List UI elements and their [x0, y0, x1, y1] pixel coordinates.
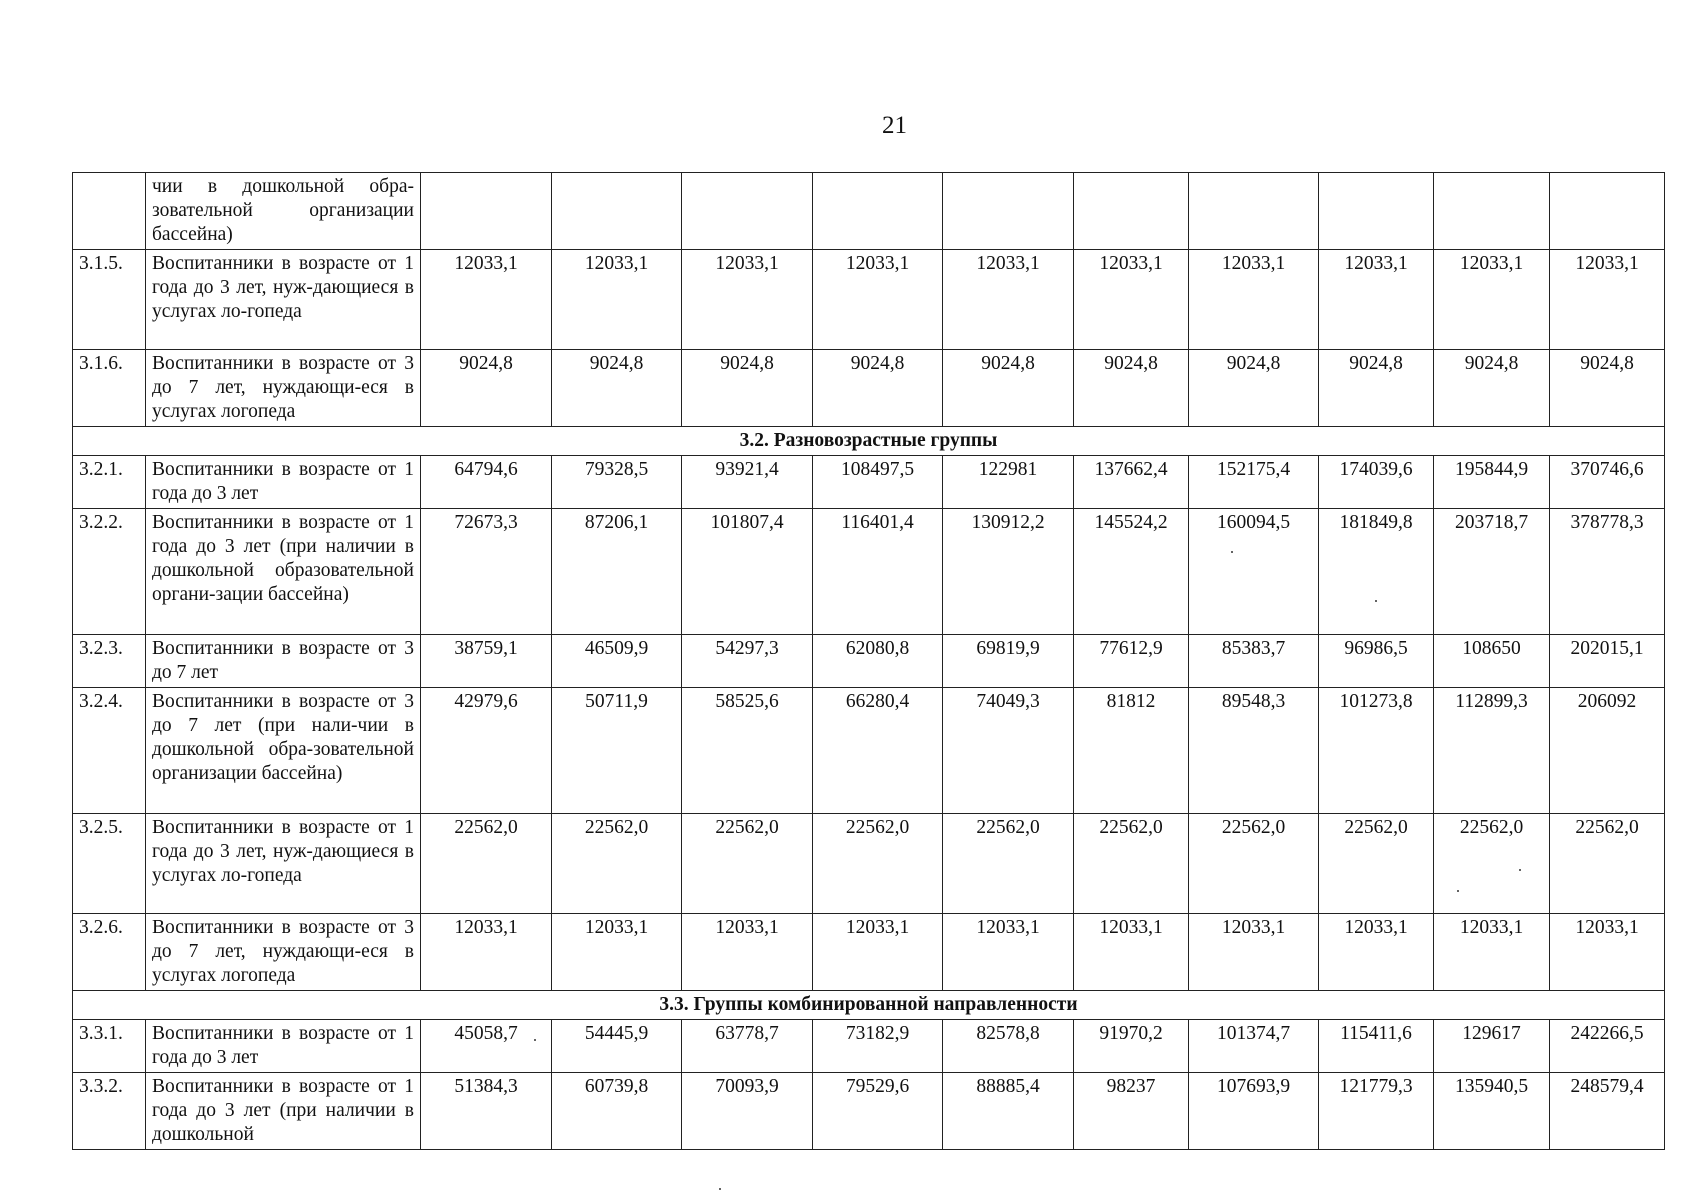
- value-cell: 79328,5: [552, 456, 682, 509]
- row-description: Воспитанники в возрасте от 1 года до 3 лет (при наличии в дошкольной образовательной органи-зации бассейна): [146, 509, 421, 635]
- value-cell: 9024,8: [1319, 350, 1434, 427]
- value-cell: 22562,0: [1434, 814, 1550, 914]
- row-description: Воспитанники в возрасте от 3 до 7 лет (при нали-чии в дошкольной обра-зовательной организации бассейна): [146, 688, 421, 814]
- section-title: 3.3. Группы комбинированной направленности: [73, 991, 1665, 1020]
- value-cell: 12033,1: [1189, 914, 1319, 991]
- value-cell: 22562,0: [1074, 814, 1189, 914]
- value-cell: 12033,1: [1319, 914, 1434, 991]
- row-number: 3.2.6.: [73, 914, 146, 991]
- value-cell: 22562,0: [682, 814, 813, 914]
- value-cell: 242266,5: [1550, 1020, 1665, 1073]
- value-cell: 370746,6: [1550, 456, 1665, 509]
- value-cell: 206092: [1550, 688, 1665, 814]
- row-description: Воспитанники в возрасте от 1 года до 3 лет: [146, 456, 421, 509]
- table-row: [73, 456, 1665, 509]
- value-cell: 202015,1: [1550, 635, 1665, 688]
- value-cell: 160094,5: [1189, 509, 1319, 635]
- value-cell: 12033,1: [1550, 250, 1665, 350]
- row-number: 3.1.5.: [73, 250, 146, 350]
- value-cell: 12033,1: [421, 914, 552, 991]
- value-cell: 9024,8: [813, 350, 943, 427]
- value-cell: 69819,9: [943, 635, 1074, 688]
- scan-speck: [1519, 869, 1521, 871]
- section-row: [73, 427, 1665, 456]
- section-row: [73, 991, 1665, 1020]
- value-cell: 9024,8: [1189, 350, 1319, 427]
- row-number: 3.2.1.: [73, 456, 146, 509]
- value-cell: 50711,9: [552, 688, 682, 814]
- value-cell: 12033,1: [552, 250, 682, 350]
- value-cell: 22562,0: [421, 814, 552, 914]
- value-cell: 91970,2: [1074, 1020, 1189, 1073]
- table-row: [73, 173, 1665, 250]
- value-cell: 60739,8: [552, 1073, 682, 1150]
- value-cell: 135940,5: [1434, 1073, 1550, 1150]
- value-cell: 129617: [1434, 1020, 1550, 1073]
- table-row: [73, 914, 1665, 991]
- row-number: 3.2.4.: [73, 688, 146, 814]
- section-title: 3.2. Разновозрастные группы: [73, 427, 1665, 456]
- value-cell: 107693,9: [1189, 1073, 1319, 1150]
- value-cell: 248579,4: [1550, 1073, 1665, 1150]
- table-row: [73, 635, 1665, 688]
- value-cell: 12033,1: [1434, 250, 1550, 350]
- table-row: [73, 509, 1665, 635]
- value-cell: 101807,4: [682, 509, 813, 635]
- row-description: Воспитанники в возрасте от 1 года до 3 лет: [146, 1020, 421, 1073]
- value-cell: [1434, 173, 1550, 250]
- value-cell: 22562,0: [813, 814, 943, 914]
- row-description: Воспитанники в возрасте от 1 года до 3 лет, нуж-дающиеся в услугах ло-гопеда: [146, 250, 421, 350]
- value-cell: 79529,6: [813, 1073, 943, 1150]
- value-cell: 62080,8: [813, 635, 943, 688]
- table-row: [73, 688, 1665, 814]
- value-cell: 70093,9: [682, 1073, 813, 1150]
- page-number: 21: [882, 112, 907, 139]
- value-cell: 9024,8: [421, 350, 552, 427]
- value-cell: 12033,1: [1550, 914, 1665, 991]
- value-cell: 64794,6: [421, 456, 552, 509]
- row-number: 3.3.2.: [73, 1073, 146, 1150]
- value-cell: 108497,5: [813, 456, 943, 509]
- value-cell: [1189, 173, 1319, 250]
- row-description: Воспитанники в возрасте от 3 до 7 лет, нуждающи-еся в услугах логопеда: [146, 914, 421, 991]
- row-number: 3.2.2.: [73, 509, 146, 635]
- value-cell: 89548,3: [1189, 688, 1319, 814]
- value-cell: 77612,9: [1074, 635, 1189, 688]
- value-cell: 42979,6: [421, 688, 552, 814]
- value-cell: 12033,1: [1434, 914, 1550, 991]
- value-cell: [421, 173, 552, 250]
- value-cell: 115411,6: [1319, 1020, 1434, 1073]
- value-cell: 12033,1: [682, 914, 813, 991]
- scan-speck: [1457, 890, 1459, 892]
- value-cell: 98237: [1074, 1073, 1189, 1150]
- value-cell: 12033,1: [1074, 914, 1189, 991]
- value-cell: 122981: [943, 456, 1074, 509]
- value-cell: 88885,4: [943, 1073, 1074, 1150]
- table-row: [73, 250, 1665, 350]
- value-cell: 72673,3: [421, 509, 552, 635]
- table-row: [73, 1073, 1665, 1150]
- value-cell: 45058,7: [421, 1020, 552, 1073]
- value-cell: 9024,8: [682, 350, 813, 427]
- table-row: [73, 1020, 1665, 1073]
- value-cell: 145524,2: [1074, 509, 1189, 635]
- value-cell: 96986,5: [1319, 635, 1434, 688]
- scan-speck: [1375, 600, 1377, 602]
- row-description: Воспитанники в возрасте от 3 до 7 лет: [146, 635, 421, 688]
- value-cell: 74049,3: [943, 688, 1074, 814]
- value-cell: 63778,7: [682, 1020, 813, 1073]
- value-cell: 181849,8: [1319, 509, 1434, 635]
- value-cell: 108650: [1434, 635, 1550, 688]
- value-cell: 73182,9: [813, 1020, 943, 1073]
- scan-speck: [719, 1188, 721, 1190]
- value-cell: 93921,4: [682, 456, 813, 509]
- value-cell: 81812: [1074, 688, 1189, 814]
- row-number: 3.3.1.: [73, 1020, 146, 1073]
- value-cell: 22562,0: [552, 814, 682, 914]
- value-cell: 12033,1: [813, 914, 943, 991]
- value-cell: 137662,4: [1074, 456, 1189, 509]
- value-cell: 12033,1: [682, 250, 813, 350]
- value-cell: 58525,6: [682, 688, 813, 814]
- value-cell: 22562,0: [1189, 814, 1319, 914]
- row-number: 3.2.3.: [73, 635, 146, 688]
- value-cell: [552, 173, 682, 250]
- value-cell: 195844,9: [1434, 456, 1550, 509]
- value-cell: 82578,8: [943, 1020, 1074, 1073]
- value-cell: 46509,9: [552, 635, 682, 688]
- value-cell: 130912,2: [943, 509, 1074, 635]
- value-cell: [682, 173, 813, 250]
- row-description: Воспитанники в возрасте от 1 года до 3 лет, нуж-дающиеся в услугах ло-гопеда: [146, 814, 421, 914]
- value-cell: 9024,8: [943, 350, 1074, 427]
- row-description: Воспитанники в возрасте от 3 до 7 лет, нуждающи-еся в услугах логопеда: [146, 350, 421, 427]
- row-description: Воспитанники в возрасте от 1 года до 3 лет (при наличии в дошкольной: [146, 1073, 421, 1150]
- row-number: 3.2.5.: [73, 814, 146, 914]
- value-cell: 378778,3: [1550, 509, 1665, 635]
- row-description: чии в дошкольной обра-зовательной организации бассейна): [146, 173, 421, 250]
- value-cell: 22562,0: [943, 814, 1074, 914]
- value-cell: 101374,7: [1189, 1020, 1319, 1073]
- value-cell: 12033,1: [1189, 250, 1319, 350]
- value-cell: 12033,1: [421, 250, 552, 350]
- value-cell: 54445,9: [552, 1020, 682, 1073]
- value-cell: 112899,3: [1434, 688, 1550, 814]
- row-number: [73, 173, 146, 250]
- value-cell: 22562,0: [1319, 814, 1434, 914]
- value-cell: 12033,1: [1319, 250, 1434, 350]
- table-body: [73, 173, 1665, 1150]
- scan-speck: [1231, 551, 1233, 553]
- value-cell: [1074, 173, 1189, 250]
- value-cell: 121779,3: [1319, 1073, 1434, 1150]
- value-cell: 9024,8: [1074, 350, 1189, 427]
- value-cell: 12033,1: [943, 914, 1074, 991]
- value-cell: 51384,3: [421, 1073, 552, 1150]
- value-cell: [1319, 173, 1434, 250]
- value-cell: 87206,1: [552, 509, 682, 635]
- value-cell: [813, 173, 943, 250]
- value-cell: [943, 173, 1074, 250]
- value-cell: 101273,8: [1319, 688, 1434, 814]
- value-cell: 116401,4: [813, 509, 943, 635]
- value-cell: [1550, 173, 1665, 250]
- value-cell: 9024,8: [552, 350, 682, 427]
- table-row: [73, 350, 1665, 427]
- value-cell: 22562,0: [1550, 814, 1665, 914]
- value-cell: 9024,8: [1434, 350, 1550, 427]
- row-number: 3.1.6.: [73, 350, 146, 427]
- value-cell: 174039,6: [1319, 456, 1434, 509]
- value-cell: 203718,7: [1434, 509, 1550, 635]
- value-cell: 12033,1: [943, 250, 1074, 350]
- tariff-table: [72, 172, 1665, 1150]
- value-cell: 9024,8: [1550, 350, 1665, 427]
- value-cell: 85383,7: [1189, 635, 1319, 688]
- value-cell: 12033,1: [552, 914, 682, 991]
- table-row: [73, 814, 1665, 914]
- value-cell: 38759,1: [421, 635, 552, 688]
- scan-speck: [534, 1039, 536, 1041]
- value-cell: 152175,4: [1189, 456, 1319, 509]
- value-cell: 12033,1: [1074, 250, 1189, 350]
- value-cell: 12033,1: [813, 250, 943, 350]
- value-cell: 66280,4: [813, 688, 943, 814]
- value-cell: 54297,3: [682, 635, 813, 688]
